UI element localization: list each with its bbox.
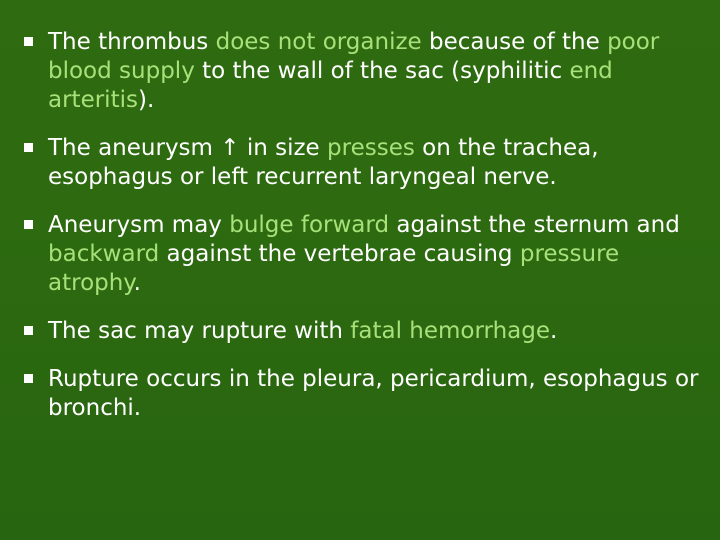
text-segment: The aneurysm ↑ in size <box>48 135 328 161</box>
bullet-item <box>18 28 708 115</box>
bullet-text <box>48 135 599 190</box>
bullet-text <box>48 318 557 344</box>
highlighted-text: fatal hemorrhage <box>350 318 551 344</box>
text-segment: . <box>133 270 141 296</box>
square-bullet-icon <box>24 374 33 383</box>
highlighted-text: presses <box>327 135 415 161</box>
highlighted-text: pressure atrophy <box>48 241 620 296</box>
text-segment: The thrombus <box>48 29 216 55</box>
text-segment: Aneurysm may <box>48 212 230 238</box>
text-segment: on the trachea, esophagus or left recurrent laryngeal nerve. <box>48 135 599 190</box>
text-segment: against the vertebrae causing <box>159 241 520 267</box>
highlighted-text: bulge forward <box>229 212 390 238</box>
text-segment: to the wall of the sac (syphilitic <box>194 58 570 84</box>
text-segment: . <box>550 318 558 344</box>
bullet-item <box>18 365 708 423</box>
bullet-item <box>18 134 708 192</box>
text-segment: Rupture occurs in the pleura, pericardium, esophagus or bronchi. <box>48 366 699 421</box>
square-bullet-icon <box>24 326 33 335</box>
square-bullet-icon <box>24 37 33 46</box>
highlighted-text: backward <box>48 241 160 267</box>
text-segment: against the sternum and <box>389 212 680 238</box>
square-bullet-icon <box>24 220 33 229</box>
square-bullet-icon <box>24 143 33 152</box>
bullet-text <box>48 366 699 421</box>
bullet-item <box>18 211 708 298</box>
text-segment: ). <box>137 87 155 113</box>
bullet-text <box>48 29 659 113</box>
text-segment: because of the <box>421 29 608 55</box>
bullet-list <box>18 28 708 442</box>
highlighted-text: end arteritis <box>48 58 613 113</box>
bullet-text <box>48 212 680 296</box>
bullet-item <box>18 317 708 346</box>
highlighted-text: poor blood supply <box>48 29 660 84</box>
highlighted-text: does not organize <box>215 29 422 55</box>
text-segment: The sac may rupture with <box>48 318 351 344</box>
